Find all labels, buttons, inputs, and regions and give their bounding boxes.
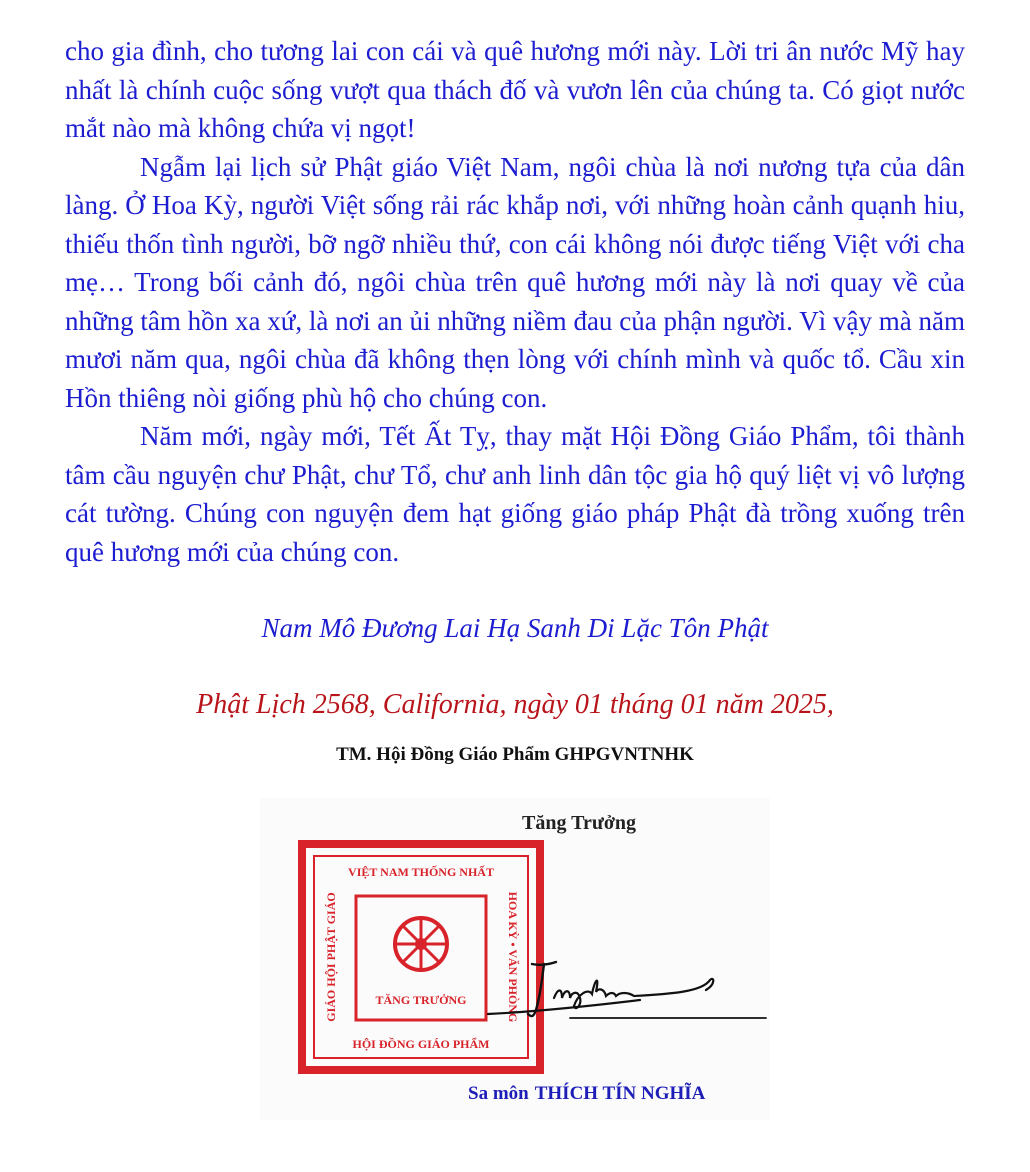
seal-center-text: TĂNG TRƯỞNG bbox=[375, 993, 467, 1007]
dharma-wheel-icon bbox=[395, 918, 447, 970]
on-behalf-line: TM. Hội Đồng Giáo Phẩm GHPGVNTNHK bbox=[336, 744, 694, 765]
signatory-title: Tăng Trưởng bbox=[522, 812, 637, 834]
signatory-name bbox=[468, 1083, 705, 1105]
signatory-name-text: THÍCH TÍN NGHĨA bbox=[534, 1083, 706, 1104]
seal-top-text: VIỆT NAM THỐNG NHẤT bbox=[348, 865, 494, 879]
handwritten-signature bbox=[470, 948, 770, 1028]
paragraph-1: cho gia đình, cho tương lai con cái và quê hương mới này. Lời tri ân nước Mỹ hay nhất là chính cuộc sống vượt qua thách đố và vươn lên của chúng ta. Có giọt nước mắt nào mà không chứa vị ngọt! bbox=[65, 36, 965, 143]
seal-left-text: GIÁO HỘI PHẬT GIÁO bbox=[324, 892, 338, 1022]
signature-block bbox=[260, 798, 770, 1120]
dateline: Phật Lịch 2568, California, ngày 01 tháng 01 năm 2025, bbox=[196, 689, 834, 720]
signatory-name-prefix: Sa môn bbox=[468, 1083, 529, 1104]
seal-right-text: HOA KỲ • VĂN PHÒNG bbox=[506, 891, 520, 1023]
paragraph-3: Năm mới, ngày mới, Tết Ất Tỵ, thay mặt Hội Đồng Giáo Phẩm, tôi thành tâm cầu nguyện chư Phật, chư Tổ, chư anh linh dân tộc gia hộ quý liệt vị vô lượng cát tường. Chúng con nguyện đem hạt giống giáo pháp Phật đà trồng xuống trên quê hương mới của chúng con. bbox=[65, 421, 965, 567]
letter-body bbox=[65, 32, 965, 571]
paragraph-2: Ngẫm lại lịch sử Phật giáo Việt Nam, ngôi chùa là nơi nương tựa của dân làng. Ở Hoa Kỳ, người Việt sống rải rác khắp nơi, với những hoàn cảnh quạnh hiu, thiếu thốn tình người, bỡ ngỡ nhiều thứ, con cái không nói được tiếng Việt với cha mẹ… Trong bối cảnh đó, ngôi chùa trên quê hương mới này là nơi quay về của những tâm hồn xa xứ, là nơi an ủi những niềm đau của phận người. Vì vậy mà năm mươi năm qua, ngôi chùa đã không thẹn lòng với chính mình và quốc tổ. Cầu xin Hồn thiêng nòi giống phù hộ cho chúng con. bbox=[65, 151, 965, 413]
seal-bottom-text: HỘI ĐỒNG GIÁO PHẨM bbox=[352, 1037, 490, 1051]
invocation-line: Nam Mô Đương Lai Hạ Sanh Di Lặc Tôn Phật bbox=[261, 613, 769, 643]
